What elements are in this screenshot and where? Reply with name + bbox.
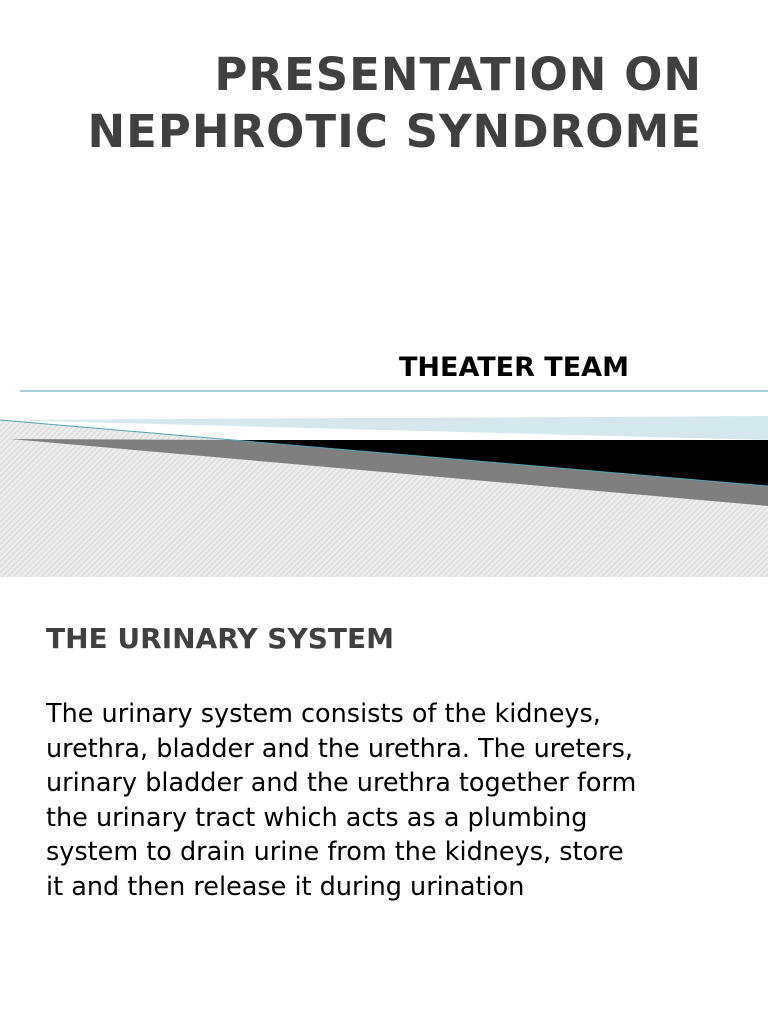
body-line-2: urethra, bladder and the urethra. The ureters, xyxy=(46,733,633,764)
decorative-wave-band xyxy=(0,380,768,577)
body-line-6: it and then release it during urination xyxy=(46,871,525,902)
title-line-1: PRESENTATION ON xyxy=(214,48,702,101)
body-paragraph xyxy=(46,697,736,904)
presentation-subtitle: THEATER TEAM xyxy=(399,352,629,383)
body-line-4: the urinary tract which acts as a plumbing xyxy=(46,802,588,833)
title-line-2: NEPHROTIC SYNDROME xyxy=(87,105,702,158)
section-heading: THE URINARY SYSTEM xyxy=(46,622,394,655)
content-slide xyxy=(0,577,768,1024)
body-line-5: system to drain urine from the kidneys, store xyxy=(46,837,624,867)
presentation-title xyxy=(22,46,702,160)
body-line-1: The urinary system consists of the kidneys, xyxy=(46,699,601,729)
body-line-3: urinary bladder and the urethra together form xyxy=(46,768,637,798)
